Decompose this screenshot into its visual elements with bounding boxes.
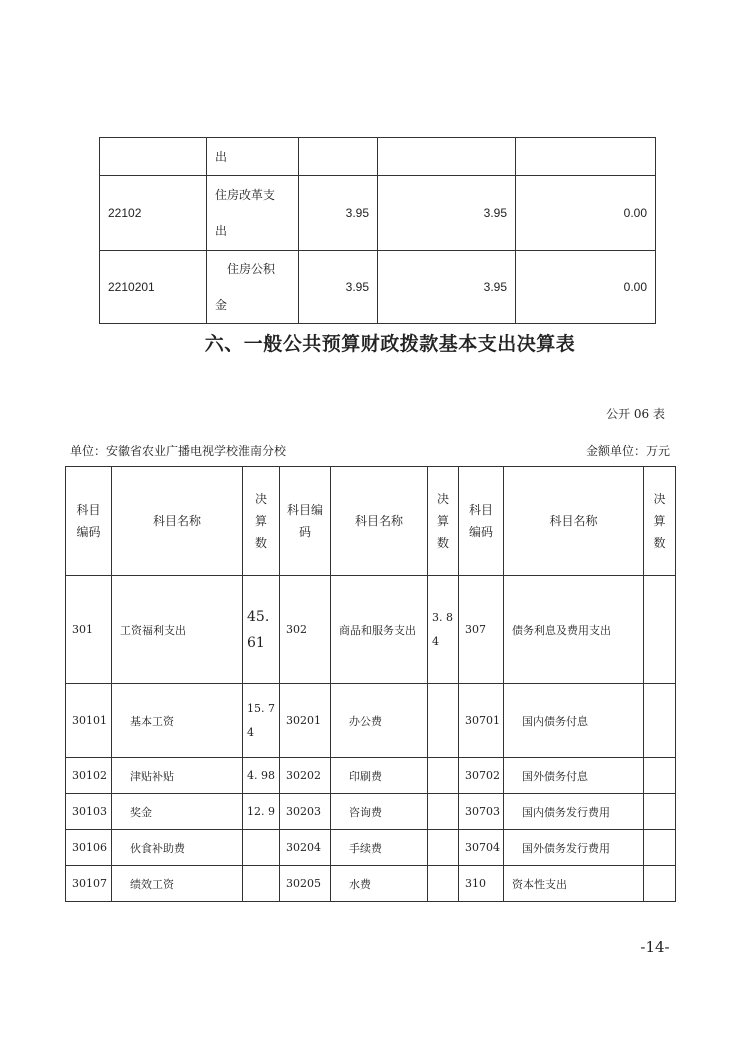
amount-cell [644, 794, 676, 830]
code-cell: 302 [280, 576, 331, 684]
header-text: 编码 [76, 525, 101, 539]
page-title: 六、一般公共预算财政拨款基本支出决算表 [204, 333, 576, 355]
table-row [66, 866, 676, 902]
name-cell: 国内债务付息 [504, 684, 644, 758]
continued-expenditure-table [99, 137, 656, 324]
value-cell: 3.95 [378, 176, 516, 251]
page-number: -14- [640, 938, 670, 956]
amount-cell [644, 758, 676, 794]
name-line: 金 [215, 298, 228, 312]
amount-cell [428, 830, 459, 866]
amount-cell [243, 866, 280, 902]
table-row [100, 251, 656, 324]
basic-expenditure-table [65, 466, 676, 902]
amount-line: 4. 98 [247, 768, 275, 782]
code-cell: 30201 [280, 684, 331, 758]
code-cell: 30702 [459, 758, 504, 794]
value-cell: 0.00 [516, 251, 656, 324]
amount-cell [428, 758, 459, 794]
table-row [66, 830, 676, 866]
header-text: 算 [254, 514, 267, 528]
name-cell: 奖金 [112, 794, 243, 830]
code-cell [100, 138, 207, 176]
code-cell: 30204 [280, 830, 331, 866]
header-text: 决 [436, 492, 449, 506]
amount-cell [644, 830, 676, 866]
amount-cell [243, 684, 280, 758]
code-cell: 30205 [280, 866, 331, 902]
header-text: 算 [653, 514, 666, 528]
code-cell: 22102 [100, 176, 207, 251]
header-text: 数 [254, 536, 267, 550]
code-cell: 2210201 [100, 251, 207, 324]
name-cell: 伙食补助费 [112, 830, 243, 866]
name-cell: 债务利息及费用支出 [504, 576, 644, 684]
name-cell: 基本工资 [112, 684, 243, 758]
name-line: 住房公积 [227, 262, 276, 276]
header-name: 科目名称 [504, 467, 644, 576]
amount-cell [243, 830, 280, 866]
amount-cell [243, 576, 280, 684]
code-cell: 301 [66, 576, 112, 684]
value-cell: 3.95 [378, 251, 516, 324]
amount-line: 4 [432, 634, 439, 648]
name-cell: 国外债务付息 [504, 758, 644, 794]
table-row [66, 576, 676, 684]
name-cell: 工资福利支出 [112, 576, 243, 684]
header-text: 码 [298, 525, 311, 539]
header-text: 数 [436, 536, 449, 550]
header-text: 决 [653, 492, 666, 506]
code-cell: 30101 [66, 684, 112, 758]
name-line: 出 [215, 224, 228, 238]
header-code [459, 467, 504, 576]
table-row [100, 138, 656, 176]
header-text: 编码 [468, 525, 493, 539]
amount-cell [428, 866, 459, 902]
amount-line: 61 [247, 634, 265, 651]
header-text: 算 [436, 514, 449, 528]
name-cell: 手续费 [331, 830, 428, 866]
value-cell [516, 138, 656, 176]
name-line: 住房改革支 [215, 188, 276, 202]
code-cell: 30107 [66, 866, 112, 902]
amount-cell [243, 758, 280, 794]
amount-unit-label: 金额单位：万元 [585, 444, 670, 458]
amount-line: 15. 7 [247, 701, 275, 715]
name-cell: 国内债务发行费用 [504, 794, 644, 830]
amount-cell [428, 794, 459, 830]
name-cell: 水费 [331, 866, 428, 902]
amount-cell [644, 684, 676, 758]
name-cell: 绩效工资 [112, 866, 243, 902]
amount-cell [243, 794, 280, 830]
code-cell: 30202 [280, 758, 331, 794]
name-cell: 咨询费 [331, 794, 428, 830]
name-cell: 商品和服务支出 [331, 576, 428, 684]
table-row [100, 176, 656, 251]
name-cell: 印刷费 [331, 758, 428, 794]
header-code [280, 467, 331, 576]
header-text: 科目编 [286, 503, 323, 517]
unit-label: 单位：安徽省农业广播电视学校淮南分校 [70, 444, 287, 458]
code-cell: 307 [459, 576, 504, 684]
value-cell [299, 138, 378, 176]
table-row [66, 684, 676, 758]
header-name: 科目名称 [112, 467, 243, 576]
amount-line: 12. 9 [247, 804, 275, 818]
header-text: 决 [254, 492, 267, 506]
amount-line: 45. [247, 608, 270, 625]
name-cell: 出 [207, 138, 299, 176]
table-row [66, 794, 676, 830]
code-cell: 30701 [459, 684, 504, 758]
code-cell: 30703 [459, 794, 504, 830]
code-cell: 30203 [280, 794, 331, 830]
amount-cell [428, 576, 459, 684]
header-amount [243, 467, 280, 576]
code-cell: 30102 [66, 758, 112, 794]
header-text: 科目 [76, 503, 101, 517]
value-cell: 0.00 [516, 176, 656, 251]
name-cell: 资本性支出 [504, 866, 644, 902]
amount-line: 3. 8 [432, 610, 453, 624]
name-cell: 国外债务发行费用 [504, 830, 644, 866]
header-text: 数 [653, 536, 666, 550]
name-cell: 津贴补贴 [112, 758, 243, 794]
value-cell [378, 138, 516, 176]
header-text: 科目 [468, 503, 493, 517]
header-name: 科目名称 [331, 467, 428, 576]
header-amount [644, 467, 676, 576]
value-cell: 3.95 [299, 176, 378, 251]
code-cell: 30704 [459, 830, 504, 866]
name-cell [207, 251, 299, 324]
form-number: 公开 06 表 [606, 407, 665, 421]
amount-cell [428, 684, 459, 758]
header-row [66, 467, 676, 576]
header-amount [428, 467, 459, 576]
code-cell: 310 [459, 866, 504, 902]
name-cell [207, 176, 299, 251]
table-row [66, 758, 676, 794]
name-cell: 办公费 [331, 684, 428, 758]
amount-cell [644, 576, 676, 684]
value-cell: 3.95 [299, 251, 378, 324]
code-cell: 30103 [66, 794, 112, 830]
code-cell: 30106 [66, 830, 112, 866]
header-code [66, 467, 112, 576]
amount-cell [644, 866, 676, 902]
amount-line: 4 [247, 725, 254, 739]
